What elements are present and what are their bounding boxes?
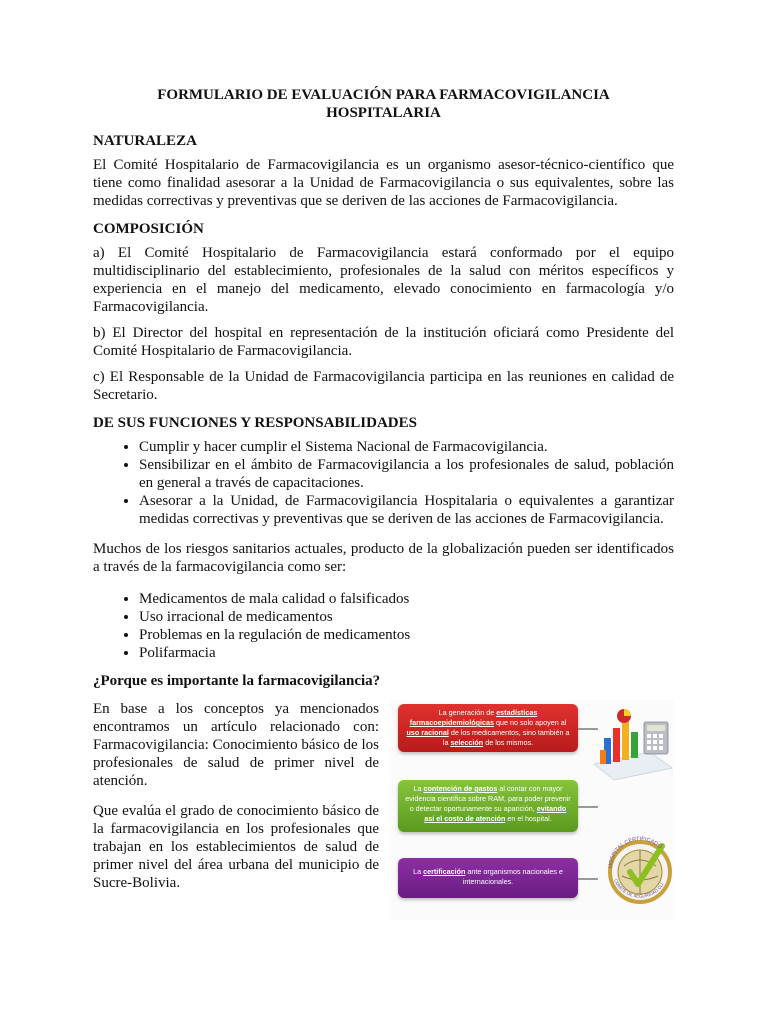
list-item: • Uso irracional de medicamentos <box>139 608 674 626</box>
box-text: de los mismos. <box>483 738 534 747</box>
composicion-heading: COMPOSICIÓN <box>93 221 204 237</box>
importancia-p1: En base a los conceptos ya mencionados encontramos un artículo relacionado con: Farmacovigilancia: Conocimiento básico de los profesionales de salud de primer nivel de atención. <box>93 701 379 789</box>
importancia-p2: Que evalúa el grado de conocimiento básico de la farmacovigilancia en los profesionales que trabajan en los establecimientos de salud de primer nivel del área urbana del municipio de Sucre-Bolivia. <box>93 803 379 891</box>
box-highlight: uso racional <box>406 728 449 737</box>
composicion-b: b) El Director del hospital en representación de la institución oficiará como Presidente del Comité Hospitalario de Farmacovigilancia. <box>93 325 674 359</box>
box-text: La generación de <box>438 708 497 717</box>
infographic-image <box>390 700 674 920</box>
box-highlight: certificación <box>423 867 466 876</box>
infographic-box-costs <box>398 780 578 832</box>
importancia-text-column <box>93 700 379 920</box>
hospital-certified-seal-icon <box>604 818 674 918</box>
connector-line <box>578 878 598 880</box>
box-text: al contar con mayor evidencia científica sobre RAM, para poder prevenir o detectar oportunamente su aparición, <box>405 784 571 813</box>
list-item: • Problemas en la regulación de medicamentos <box>139 626 674 644</box>
seal-bottom-text: COMITÉ DE SEGURIDAD CLÍ <box>613 878 665 899</box>
composicion-c: c) El Responsable de la Unidad de Farmacovigilancia participa en las reuniones en calidad de Secretario. <box>93 369 674 403</box>
riesgos-list <box>93 590 674 662</box>
box-highlight: selección <box>450 738 484 747</box>
box-text: La <box>413 784 424 793</box>
funciones-heading: DE SUS FUNCIONES Y RESPONSABILIDADES <box>93 415 417 431</box>
seal-top-text: HOSPITAL CERTIFICADO <box>607 836 663 869</box>
box-text: en el hospital. <box>505 814 552 823</box>
box-text: ante organismos nacionales e internacionales. <box>462 867 563 886</box>
bar-chart-calculator-icon <box>590 702 674 782</box>
box-text: de los medicamentos, sino también a la <box>442 728 570 747</box>
infographic-box-certification <box>398 858 578 898</box>
importancia-section <box>93 700 674 920</box>
box-highlight: estadísticas farmacoepidemiológicas <box>409 708 538 727</box>
riesgos-intro: Muchos de los riesgos sanitarios actuales, producto de la globalización pueden ser identificados a través de la farmacovigilancia como ser: <box>93 541 674 575</box>
document-title-line2: HOSPITALARIA <box>326 105 441 121</box>
naturaleza-text: El Comité Hospitalario de Farmacovigilancia es un organismo asesor-técnico-científico que tiene como finalidad asesorar a la Unidad de Farmacovigilancia o sus equivalentes, sobre las medidas correctivas y preventivas que se deriven de las acciones de Farmacovigilancia. <box>93 157 674 209</box>
list-item: • Medicamentos de mala calidad o falsificados <box>139 590 674 608</box>
list-item: • Polifarmacia <box>139 644 674 662</box>
importancia-heading: ¿Porque es importante la farmacovigilancia? <box>93 673 381 689</box>
naturaleza-heading: NATURALEZA <box>93 133 197 149</box>
infographic-box-statistics <box>398 704 578 752</box>
list-item: • Asesorar a la Unidad, de Farmacovigilancia Hospitalaria o equivalentes a garantizar medidas correctivas y preventivas que se deriven de las acciones de Farmacovigilancia. <box>139 492 674 528</box>
box-text: que no solo apoyen al <box>493 718 567 727</box>
composicion-a: a) El Comité Hospitalario de Farmacovigilancia estará conformado por el equipo multidisciplinario del establecimiento, profesionales de la salud con méritos específicos y experiencia en el manejo del medicamento, elevado conocimiento en farmacología y/o Farmacovigilancia. <box>93 245 674 315</box>
box-highlight: evitando así el costo de atención <box>424 804 567 823</box>
list-item: • Cumplir y hacer cumplir el Sistema Nacional de Farmacovigilancia. <box>139 438 674 456</box>
box-text: La <box>413 867 424 876</box>
list-item: • Sensibilizar en el ámbito de Farmacovigilancia a los profesionales de salud, población en general a través de capacitaciones. <box>139 456 674 492</box>
document-page <box>93 86 674 920</box>
funciones-list <box>93 438 674 528</box>
box-highlight: contención de gastos <box>423 784 498 793</box>
document-title-line1: FORMULARIO DE EVALUACIÓN PARA FARMACOVIGILANCIA <box>157 87 610 103</box>
connector-line <box>578 806 598 808</box>
